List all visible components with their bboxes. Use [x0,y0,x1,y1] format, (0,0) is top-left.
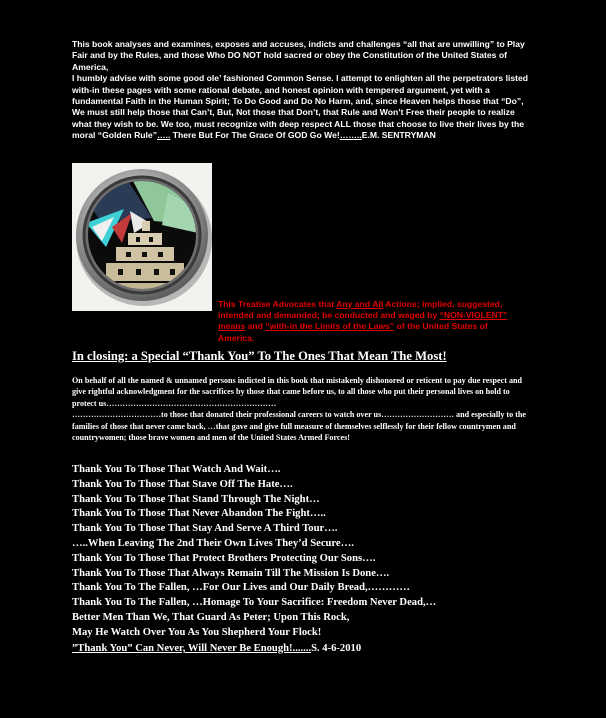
dedication-text-2: ……………………………to those that donated their professional careers to watch over us……………………… and especially to the families of those that never came back, …that gave and give full measure of themselves selflessly for their fellow countrymen and countrywomen; those brave women and men of the United States Armed Forces! [72,410,526,443]
dedication-text-1: On behalf of all the named & unnamed persons indicted in this book that mistakenly dishonored or reticent to pay due respect and give rightful acknowledgment for the sacrifices by those that came before us, to all those who put their personal lives on hold to protect us……………………………………………………… [72,376,523,408]
intro-ellipsis-1: ….. [157,130,171,141]
thank-you-line: …..When Leaving The 2nd Their Own Lives They’d Secure…. [72,537,354,549]
treatise-part1-wrap [72,299,512,344]
intro-text-part2-block [72,73,532,141]
signoff-dots: ....... [292,643,312,654]
inlaid-stone-pendant-image [72,163,212,311]
thank-you-line: Thank You To The Fallen, …Homage To Your Sacrifice: Freedom Never Dead,… [72,597,437,609]
treatise-part1: This Treatise Advocates that [218,299,337,309]
thank-you-line: Thank You To The Fallen, …For Our Lives and Our Daily Bread,………… [72,582,410,594]
thank-you-line: Thank You To Those That Stave Off The Hate…. [72,478,293,490]
pendant-photo [72,163,212,311]
treatise-note [72,299,512,344]
dedication-paragraph [72,375,534,443]
thank-you-line: Thank You To Those That Protect Brothers Protecting Our Sons…. [72,552,376,564]
intro-paragraph [72,39,532,142]
thank-you-line: Thank You To Those That Stay And Serve A Third Tour…. [72,523,338,535]
thank-you-line: Thank You To Those That Watch And Wait…. [72,464,281,475]
thank-you-line: Thank You To Those That Never Abandon The Fight….. [72,508,326,520]
thank-you-line: May He Watch Over You As You Shepherd Your Flock! [72,626,322,638]
signoff-line [72,643,532,654]
treatise-any-all: Any and All [336,299,384,309]
treatise-part3: and [245,321,266,332]
thank-you-line: Thank You To Those That Always Remain Till The Mission Is Done…. [72,567,390,579]
signoff-date: S. 4-6-2010 [311,643,362,654]
intro-author: E.M. SENTRYMAN [361,130,436,141]
intro-text-part3: There But For The Grace Of GOD Go We! [170,130,340,141]
thank-you-list [72,463,532,641]
treatise-part2: Actions; implied, suggested, intended and demanded; be conducted and waged by [218,299,503,321]
treatise-part4: of the United States of America. [218,321,488,343]
intro-text-part1: This book analyses and examines, exposes and accuses, indicts and challenges “all that are unwilling” to Play Fair and by the Rules, and those Who DO NOT hold sacred or obey the Constitution of the United States of America, [72,39,525,72]
signoff-main: ”Thank You” Can Never, Will Never Be Enough! [72,643,293,654]
intro-ellipsis-2: …….. [339,130,362,141]
treatise-non-violent: “NON-VIOLENT” means [218,310,508,332]
treatise-within-limits: “with-in the Limits of the Laws” [265,321,395,332]
intro-text-part2: I humbly advise with some good ole’ fashioned Common Sense. I attempt to enlighten all the perpetrators listed with-in these pages with some rational debate, and honest opinion with tempered argument, yet with a fundamental Faith in the Human Spirit; To Do Good and Do No Harm, and, since Heaven helps those that “Do”, We must still help those that Can’t, But, Not those that Don’t, that Rule and Won’t Free their people to realize what they wish to be. We too, must recognize with deep respect ALL those that choose to live their lives by the moral “Golden Rule” [72,73,529,141]
thank-you-line: Better Men Than We, That Guard As Peter; Upon This Rock, [72,611,350,623]
thank-you-line: Thank You To Those That Stand Through The Night… [72,493,320,505]
closing-heading: In closing: a Special “Thank You” To The Ones That Mean The Most! [72,349,447,363]
